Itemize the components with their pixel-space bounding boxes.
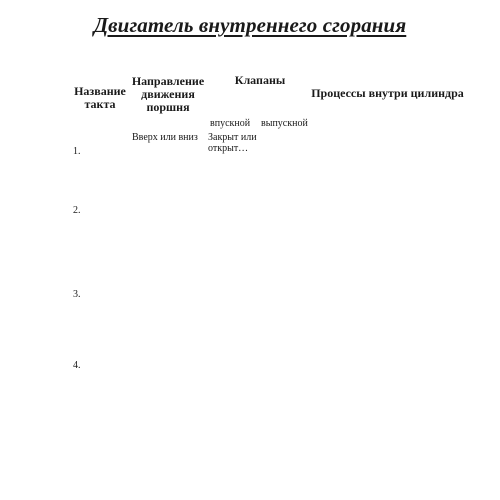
stroke-number-2: 2. — [73, 205, 81, 216]
stroke-number-3: 3. — [73, 289, 81, 300]
header-processes: Процессы внутри цилиндра — [311, 86, 464, 100]
header-valves: Клапаны — [234, 73, 286, 87]
header-piston-direction: Направление движения поршня — [131, 74, 205, 114]
page-title: Двигатель внутреннего сгорания — [93, 13, 407, 37]
example-valve-state: Закрыт или открыт… — [208, 132, 257, 154]
stroke-number-4: 4. — [73, 360, 81, 371]
subheader-intake-valve: впускной — [210, 118, 251, 129]
header-stroke-name: Название такта — [74, 84, 126, 111]
subheader-exhaust-valve: выпускной — [261, 118, 308, 129]
stroke-number-1: 1. — [73, 146, 81, 157]
example-direction: Вверх или вниз — [132, 132, 198, 143]
